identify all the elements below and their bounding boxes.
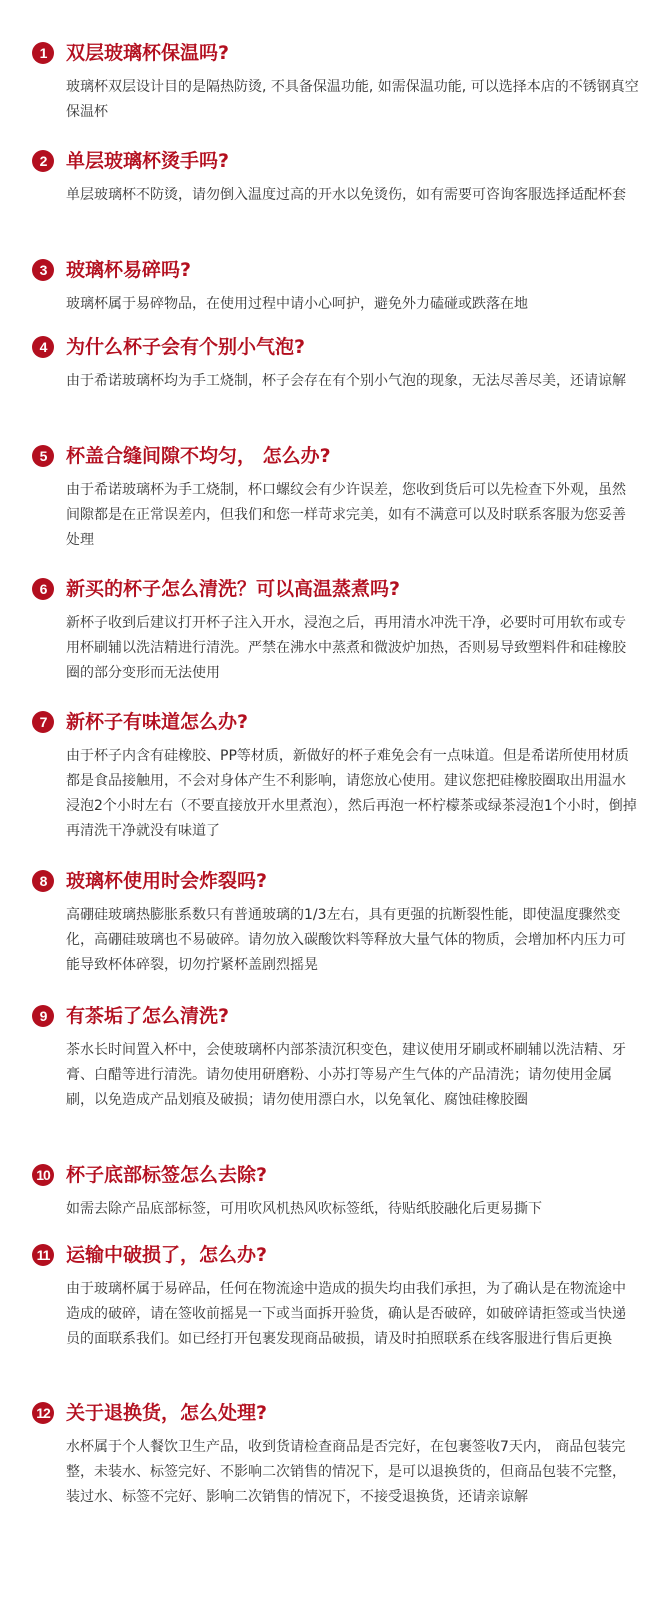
question-row xyxy=(0,443,669,469)
question-row xyxy=(0,148,669,174)
answer-text: 新杯子收到后建议打开杯子注入开水，浸泡之后，再用清水冲洗干净，必要时可用软布或专用杯刷辅以洗洁精进行清洗。严禁在沸水中蒸煮和微波炉加热，否则易导致塑料件和硅橡胶圈的部分变形而无法使用 xyxy=(66,615,626,681)
number-badge: 6 xyxy=(32,578,54,600)
question-text: 玻璃杯使用时会炸裂吗? xyxy=(66,870,268,892)
number-badge: 9 xyxy=(32,1005,54,1027)
question-row xyxy=(0,257,669,283)
answer-text: 玻璃杯双层设计目的是隔热防烫, 不具备保温功能, 如需保温功能, 可以选择本店的不锈钢真空保温杯 xyxy=(66,79,639,120)
number-badge: 8 xyxy=(32,870,54,892)
question-text: 运输中破损了，怎么办? xyxy=(66,1244,268,1266)
question-text: 单层玻璃杯烫手吗? xyxy=(66,150,230,172)
question-row xyxy=(0,576,669,602)
answer-text: 高硼硅玻璃热膨胀系数只有普通玻璃的1/3左右，具有更强的抗断裂性能，即使温度骤然变化，高硼硅玻璃也不易破碎。请勿放入碳酸饮料等释放大量气体的物质，会增加杯内压力可能导致杯体碎裂，切勿拧紧杯盖剧烈摇晃 xyxy=(66,907,626,973)
question-text: 关于退换货，怎么处理? xyxy=(66,1402,268,1424)
number-badge: 7 xyxy=(32,711,54,733)
number-badge: 12 xyxy=(32,1402,54,1424)
answer-text: 如需去除产品底部标签，可用吹风机热风吹标签纸，待贴纸胶融化后更易撕下 xyxy=(66,1201,542,1217)
question-text: 杯盖合缝间隙不均匀， 怎么办? xyxy=(66,445,331,467)
number-badge: 3 xyxy=(32,259,54,281)
answer-text: 由于希诺玻璃杯为手工烧制，杯口螺纹会有少许误差，您收到货后可以先检查下外观，虽然间隙都是在正常误差内，但我们和您一样苛求完美，如有不满意可以及时联系客服为您妥善处理 xyxy=(66,482,626,548)
answer-text: 茶水长时间置入杯中，会使玻璃杯内部茶渍沉积变色，建议使用牙刷或杯刷辅以洗洁精、牙膏、白醋等进行清洗。请勿使用研磨粉、小苏打等易产生气体的产品清洗；请勿使用金属刷，以免造成产品划痕及破损；请勿使用漂白水，以免氧化、腐蚀硅橡胶圈 xyxy=(66,1042,626,1108)
question-text: 新买的杯子怎么清洗？可以高温蒸煮吗? xyxy=(66,578,401,600)
question-row xyxy=(0,868,669,894)
question-text: 杯子底部标签怎么去除? xyxy=(66,1164,268,1186)
answer-text: 由于杯子内含有硅橡胶、PP等材质，新做好的杯子难免会有一点味道。但是希诺所使用材质都是食品接触用，不会对身体产生不利影响，请您放心使用。建议您把硅橡胶圈取出用温水浸泡2个小时左右（不要直接放开水里煮泡），然后再泡一杯柠檬茶或绿茶浸泡1个小时，倒掉再清洗干净就没有味道了 xyxy=(66,748,637,839)
answer-text: 由于希诺玻璃杯均为手工烧制，杯子会存在有个别小气泡的现象，无法尽善尽美，还请谅解 xyxy=(66,373,626,389)
answer-text: 单层玻璃杯不防烫，请勿倒入温度过高的开水以免烫伤，如有需要可咨询客服选择适配杯套 xyxy=(66,187,626,203)
question-text: 新杯子有味道怎么办? xyxy=(66,711,249,733)
answer-text: 由于玻璃杯属于易碎品，任何在物流途中造成的损失均由我们承担，为了确认是在物流途中造成的破碎，请在签收前摇晃一下或当面拆开验货，确认是否破碎，如破碎请拒签或当快递员的面联系我们。如已经打开包裹发现商品破损，请及时拍照联系在线客服进行售后更换 xyxy=(66,1281,626,1347)
question-row xyxy=(0,1400,669,1426)
question-row xyxy=(0,709,669,735)
number-badge: 1 xyxy=(32,42,54,64)
number-badge: 5 xyxy=(32,445,54,467)
question-row xyxy=(0,1162,669,1188)
answer-text: 玻璃杯属于易碎物品，在使用过程中请小心呵护，避免外力磕碰或跌落在地 xyxy=(66,296,528,312)
question-row xyxy=(0,334,669,360)
number-badge: 4 xyxy=(32,336,54,358)
question-row xyxy=(0,40,669,66)
number-badge: 2 xyxy=(32,150,54,172)
question-text: 玻璃杯易碎吗? xyxy=(66,259,192,281)
answer-text: 水杯属于个人餐饮卫生产品，收到货请检查商品是否完好，在包裹签收7天内， 商品包装完整，未装水、标签完好、不影响二次销售的情况下，是可以退换货的，但商品包装不完整，装过水、标签不完好、影响二次销售的情况下，不接受退换货，还请亲谅解 xyxy=(66,1439,626,1505)
question-text: 双层玻璃杯保温吗? xyxy=(66,42,230,64)
number-badge: 10 xyxy=(32,1164,54,1186)
question-row xyxy=(0,1003,669,1029)
question-text: 有茶垢了怎么清洗? xyxy=(66,1005,230,1027)
number-badge: 11 xyxy=(32,1244,54,1266)
question-text: 为什么杯子会有个别小气泡? xyxy=(66,336,306,358)
question-row xyxy=(0,1242,669,1268)
